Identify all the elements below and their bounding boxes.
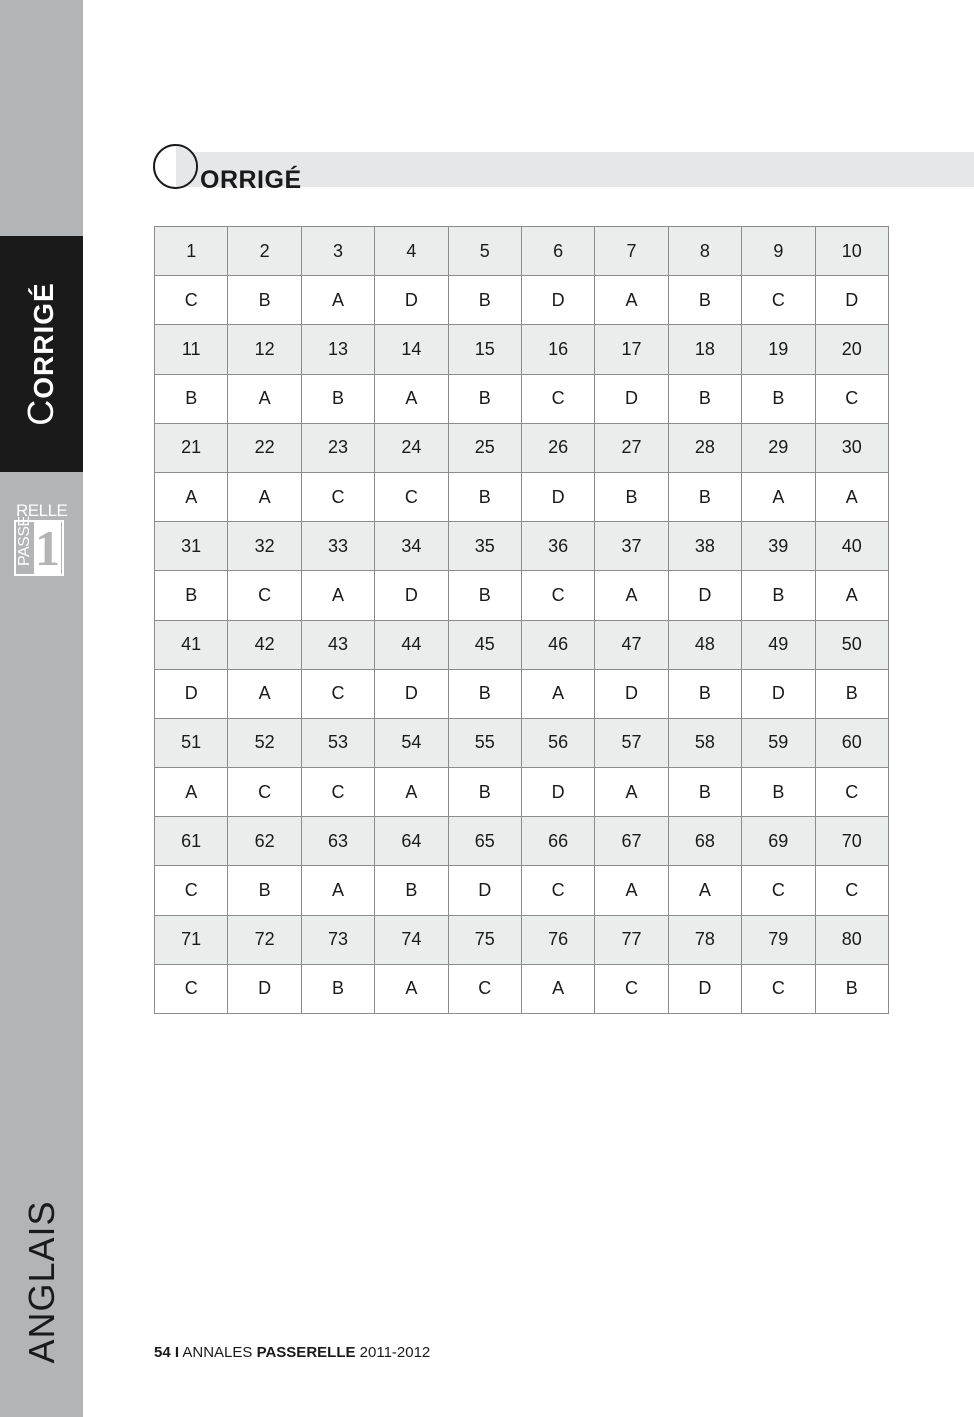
question-number-cell: 3 — [301, 227, 374, 276]
answer-cell: C — [521, 374, 594, 423]
answer-cell: B — [448, 571, 521, 620]
question-number-row — [155, 325, 889, 374]
answer-cell: A — [595, 866, 668, 915]
footer-brand: PASSERELLE — [256, 1344, 356, 1361]
question-number-cell: 68 — [668, 817, 741, 866]
answer-cell: B — [155, 374, 228, 423]
question-number-cell: 62 — [228, 817, 301, 866]
answer-cell: D — [375, 571, 448, 620]
question-number-cell: 48 — [668, 620, 741, 669]
answer-cell: A — [301, 866, 374, 915]
question-number-cell: 11 — [155, 325, 228, 374]
answer-cell: A — [595, 571, 668, 620]
answer-cell: B — [155, 571, 228, 620]
answer-cell: C — [301, 669, 374, 718]
page-title: ORRIGÉ — [200, 166, 302, 194]
question-number-row — [155, 915, 889, 964]
question-number-cell: 9 — [742, 227, 815, 276]
question-number-cell: 72 — [228, 915, 301, 964]
question-number-cell: 55 — [448, 718, 521, 767]
question-number-cell: 65 — [448, 817, 521, 866]
answer-cell: A — [595, 768, 668, 817]
answer-cell: D — [228, 964, 301, 1013]
footer-annales: ANNALES — [182, 1344, 253, 1361]
answer-cell: C — [521, 866, 594, 915]
answer-cell: D — [595, 669, 668, 718]
question-number-cell: 66 — [521, 817, 594, 866]
question-number-row — [155, 817, 889, 866]
answer-cell: B — [448, 374, 521, 423]
question-number-cell: 14 — [375, 325, 448, 374]
question-number-cell: 57 — [595, 718, 668, 767]
footer-separator: I — [174, 1344, 180, 1361]
answer-cell: B — [742, 768, 815, 817]
question-number-cell: 77 — [595, 915, 668, 964]
question-number-cell: 22 — [228, 423, 301, 472]
logo-word-top: RELLE — [16, 501, 68, 520]
question-number-cell: 1 — [155, 227, 228, 276]
title-band — [185, 152, 974, 187]
answer-cell: D — [815, 276, 888, 325]
question-number-cell: 60 — [815, 718, 888, 767]
answer-row — [155, 866, 889, 915]
question-number-cell: 74 — [375, 915, 448, 964]
answer-cell: A — [155, 768, 228, 817]
question-number-cell: 42 — [228, 620, 301, 669]
question-number-cell: 61 — [155, 817, 228, 866]
title-circle-icon — [153, 144, 198, 189]
question-number-cell: 63 — [301, 817, 374, 866]
answer-row — [155, 964, 889, 1013]
answer-cell: B — [815, 964, 888, 1013]
logo-word-side: PASSE — [16, 516, 33, 566]
question-number-cell: 32 — [228, 522, 301, 571]
question-number-cell: 54 — [375, 718, 448, 767]
answer-cell: B — [668, 472, 741, 521]
answer-cell: D — [521, 768, 594, 817]
answer-cell: C — [448, 964, 521, 1013]
question-number-cell: 71 — [155, 915, 228, 964]
answer-cell: A — [375, 768, 448, 817]
question-number-cell: 6 — [521, 227, 594, 276]
answer-cell: B — [375, 866, 448, 915]
question-number-cell: 35 — [448, 522, 521, 571]
answer-cell: A — [815, 472, 888, 521]
passerelle-logo — [14, 502, 67, 578]
answer-cell: A — [375, 374, 448, 423]
question-number-cell: 31 — [155, 522, 228, 571]
question-number-cell: 43 — [301, 620, 374, 669]
answer-row — [155, 276, 889, 325]
question-number-cell: 25 — [448, 423, 521, 472]
answer-cell: A — [228, 472, 301, 521]
question-number-cell: 27 — [595, 423, 668, 472]
answer-cell: C — [815, 768, 888, 817]
section-tab-label — [20, 282, 62, 425]
answer-cell: A — [595, 276, 668, 325]
question-number-cell: 58 — [668, 718, 741, 767]
answer-cell: B — [742, 571, 815, 620]
question-number-cell: 47 — [595, 620, 668, 669]
answer-cell: D — [375, 669, 448, 718]
answer-row — [155, 768, 889, 817]
answer-cell: B — [595, 472, 668, 521]
logo-number: 1 — [35, 520, 60, 576]
question-number-cell: 39 — [742, 522, 815, 571]
answer-cell: A — [815, 571, 888, 620]
answer-cell: A — [228, 669, 301, 718]
answer-cell: D — [448, 866, 521, 915]
question-number-cell: 8 — [668, 227, 741, 276]
answer-cell: A — [155, 472, 228, 521]
section-tab-rest: ORRIGÉ — [28, 282, 59, 399]
question-number-cell: 13 — [301, 325, 374, 374]
answer-cell: D — [521, 472, 594, 521]
question-number-cell: 7 — [595, 227, 668, 276]
answer-cell: A — [301, 276, 374, 325]
question-number-row — [155, 522, 889, 571]
answer-cell: C — [742, 964, 815, 1013]
answer-cell: D — [742, 669, 815, 718]
answer-cell: A — [301, 571, 374, 620]
question-number-cell: 40 — [815, 522, 888, 571]
question-number-cell: 15 — [448, 325, 521, 374]
answer-cell: D — [375, 276, 448, 325]
question-number-cell: 36 — [521, 522, 594, 571]
answer-cell: A — [668, 866, 741, 915]
question-number-cell: 21 — [155, 423, 228, 472]
answer-cell: B — [448, 768, 521, 817]
question-number-cell: 59 — [742, 718, 815, 767]
question-number-cell: 76 — [521, 915, 594, 964]
question-number-cell: 44 — [375, 620, 448, 669]
page-footer — [154, 1344, 430, 1361]
answer-cell: B — [228, 866, 301, 915]
answer-cell: B — [668, 669, 741, 718]
subject-label: ANGLAIS — [21, 1200, 62, 1364]
answer-cell: C — [228, 571, 301, 620]
question-number-cell: 20 — [815, 325, 888, 374]
question-number-cell: 34 — [375, 522, 448, 571]
answer-row — [155, 374, 889, 423]
answer-cell: C — [301, 472, 374, 521]
page-number: 54 — [154, 1344, 171, 1361]
answer-cell: B — [448, 276, 521, 325]
question-number-cell: 16 — [521, 325, 594, 374]
answer-cell: C — [595, 964, 668, 1013]
answer-cell: B — [301, 374, 374, 423]
question-number-cell: 33 — [301, 522, 374, 571]
answer-cell: D — [668, 571, 741, 620]
answer-cell: C — [301, 768, 374, 817]
question-number-cell: 5 — [448, 227, 521, 276]
question-number-cell: 53 — [301, 718, 374, 767]
answer-cell: A — [521, 669, 594, 718]
question-number-cell: 37 — [595, 522, 668, 571]
answer-cell: C — [375, 472, 448, 521]
section-tab-cap: C — [20, 398, 61, 426]
question-number-cell: 64 — [375, 817, 448, 866]
question-number-cell: 10 — [815, 227, 888, 276]
answer-cell: C — [742, 276, 815, 325]
answer-row — [155, 571, 889, 620]
question-number-cell: 46 — [521, 620, 594, 669]
question-number-row — [155, 718, 889, 767]
question-number-row — [155, 227, 889, 276]
question-number-cell: 2 — [228, 227, 301, 276]
answer-cell: B — [228, 276, 301, 325]
question-number-cell: 69 — [742, 817, 815, 866]
answer-row — [155, 669, 889, 718]
question-number-cell: 80 — [815, 915, 888, 964]
question-number-row — [155, 620, 889, 669]
question-number-cell: 67 — [595, 817, 668, 866]
answer-row — [155, 472, 889, 521]
answer-grid — [154, 226, 889, 1014]
answer-cell: B — [668, 374, 741, 423]
question-number-cell: 50 — [815, 620, 888, 669]
answer-cell: C — [155, 964, 228, 1013]
answer-cell: D — [521, 276, 594, 325]
question-number-cell: 38 — [668, 522, 741, 571]
answer-cell: C — [815, 374, 888, 423]
question-number-cell: 4 — [375, 227, 448, 276]
answer-cell: A — [521, 964, 594, 1013]
answer-cell: D — [595, 374, 668, 423]
answer-cell: C — [815, 866, 888, 915]
question-number-cell: 18 — [668, 325, 741, 374]
answer-cell: B — [668, 276, 741, 325]
question-number-cell: 30 — [815, 423, 888, 472]
question-number-cell: 29 — [742, 423, 815, 472]
question-number-cell: 70 — [815, 817, 888, 866]
question-number-cell: 28 — [668, 423, 741, 472]
question-number-cell: 17 — [595, 325, 668, 374]
footer-years: 2011-2012 — [359, 1344, 431, 1361]
answer-cell: A — [742, 472, 815, 521]
answer-cell: B — [448, 669, 521, 718]
answer-cell: A — [228, 374, 301, 423]
question-number-cell: 56 — [521, 718, 594, 767]
question-number-cell: 24 — [375, 423, 448, 472]
answer-cell: C — [155, 866, 228, 915]
answer-cell: C — [521, 571, 594, 620]
question-number-cell: 73 — [301, 915, 374, 964]
sidebar — [0, 0, 83, 1417]
question-number-cell: 45 — [448, 620, 521, 669]
answer-cell: A — [375, 964, 448, 1013]
question-number-cell: 23 — [301, 423, 374, 472]
question-number-cell: 41 — [155, 620, 228, 669]
answer-cell: C — [228, 768, 301, 817]
question-number-row — [155, 423, 889, 472]
answer-cell: D — [155, 669, 228, 718]
answer-cell: B — [301, 964, 374, 1013]
answer-cell: B — [742, 374, 815, 423]
answer-cell: B — [448, 472, 521, 521]
answer-cell: C — [742, 866, 815, 915]
question-number-cell: 79 — [742, 915, 815, 964]
answer-cell: B — [668, 768, 741, 817]
question-number-cell: 12 — [228, 325, 301, 374]
question-number-cell: 49 — [742, 620, 815, 669]
question-number-cell: 75 — [448, 915, 521, 964]
question-number-cell: 78 — [668, 915, 741, 964]
question-number-cell: 52 — [228, 718, 301, 767]
question-number-cell: 19 — [742, 325, 815, 374]
answer-cell: C — [155, 276, 228, 325]
answer-cell: B — [815, 669, 888, 718]
question-number-cell: 51 — [155, 718, 228, 767]
answer-cell: D — [668, 964, 741, 1013]
question-number-cell: 26 — [521, 423, 594, 472]
